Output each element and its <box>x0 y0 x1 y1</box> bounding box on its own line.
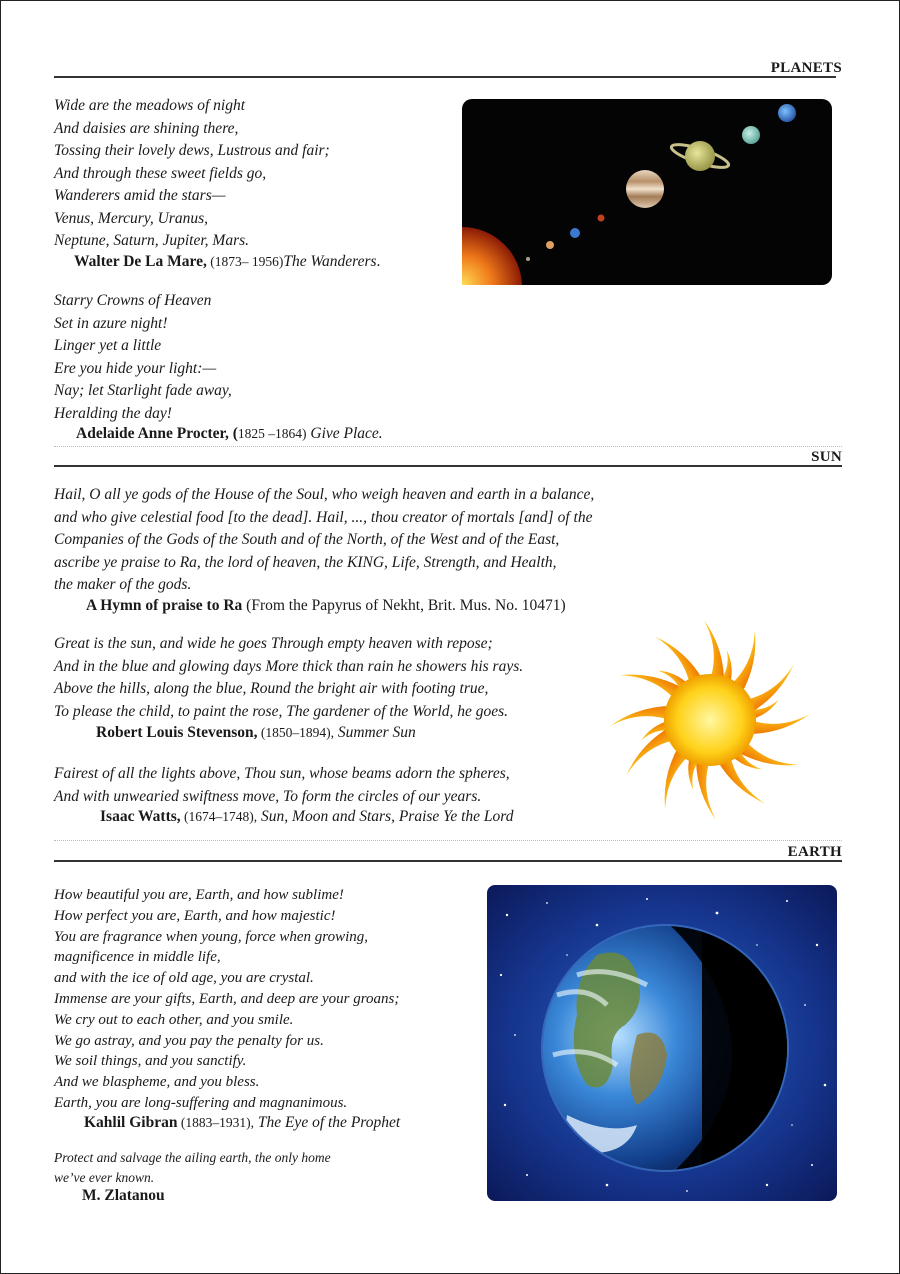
verse-line: the maker of the gods. <box>54 576 192 593</box>
earth-small-icon <box>570 228 580 238</box>
citation-procter <box>76 425 383 443</box>
author-name: Walter De La Mare, <box>74 253 207 270</box>
verse-line: Nay; let Starlight fade away, <box>54 382 232 399</box>
poem-wanderers <box>54 95 330 253</box>
section-rule-planets <box>54 76 836 78</box>
poem-procter <box>54 290 232 425</box>
section-heading-planets: PLANETS <box>770 60 842 76</box>
section-rule-earth <box>54 860 842 862</box>
work-title: Summer Sun <box>333 724 416 741</box>
citation-stevenson <box>96 724 416 742</box>
poem-gibran <box>54 885 399 1114</box>
verse-line: Above the hills, along the blue, Round the bright air with footing true, <box>54 680 489 697</box>
section-heading-earth: EARTH <box>787 844 842 860</box>
dotted-divider <box>54 446 842 447</box>
mercury-icon <box>526 257 530 261</box>
verse-line: Earth, you are long-suffering and magnanimous. <box>54 1094 348 1111</box>
author-name: Isaac Watts, <box>100 808 181 825</box>
verse-line: We soil things, and you sanctify. <box>54 1053 247 1070</box>
verse-line: Hail, O all ye gods of the House of the Soul, who weigh heaven and earth in a balance, <box>54 486 595 503</box>
verse-line: Venus, Mercury, Uranus, <box>54 209 208 227</box>
verse-line: Linger yet a little <box>54 337 162 354</box>
verse-line: And we blaspheme, and you bless. <box>54 1074 260 1091</box>
section-rule-sun <box>54 465 842 467</box>
author-name: M. Zlatanou <box>82 1187 165 1204</box>
verse-line: ascribe ye praise to Ra, the lord of heaven, the KING, Life, Strength, and Health, <box>54 553 557 571</box>
author-dates: (1883–1931), <box>177 1115 254 1130</box>
verse-line: Companies of the Gods of the South and of the North, of the West and of the East, <box>54 531 560 548</box>
verse-line: Protect and salvage the ailing earth, the only home <box>54 1150 331 1165</box>
poem-zlatanou <box>54 1148 331 1188</box>
citation-ra <box>86 597 566 615</box>
verse-line: Fairest of all the lights above, Thou sun, whose beams adorn the spheres, <box>54 765 510 782</box>
citation-gibran <box>84 1114 400 1132</box>
neptune-icon <box>778 104 796 122</box>
verse-line: Starry Crowns of Heaven <box>54 292 212 309</box>
verse-line: Tossing their lovely dews, Lustrous and fair; <box>54 142 330 159</box>
verse-line: How perfect you are, Earth, and how majestic! <box>54 907 336 924</box>
section-heading-sun: SUN <box>811 449 842 465</box>
verse-line: And with unwearied swiftness move, To form the circles of our years. <box>54 787 482 805</box>
verse-line: To please the child, to paint the rose, The gardener of the World, he goes. <box>54 702 509 720</box>
mars-icon <box>598 215 605 222</box>
verse-line: You are fragrance when young, force when growing, <box>54 928 369 945</box>
verse-line: Neptune, Saturn, Jupiter, Mars. <box>54 232 250 249</box>
earth-image <box>487 885 837 1201</box>
sun-image <box>598 615 823 825</box>
work-title: The Wanderers <box>283 253 377 270</box>
source-note: (From the Papyrus of Nekht, Brit. Mus. No. 10471) <box>242 597 566 614</box>
verse-line: magnificence in middle life, <box>54 949 221 966</box>
verse-line: Wanderers amid the stars— <box>54 187 226 204</box>
verse-line: Great is the sun, and wide he goes Through empty heaven with repose; <box>54 635 493 652</box>
solar-system-image <box>462 99 832 285</box>
verse-line: How beautiful you are, Earth, and how sublime! <box>54 887 344 903</box>
verse-line: and who give celestial food [to the dead]. Hail, ..., thou creator of mortals [and] of the <box>54 508 593 526</box>
verse-line: Wide are the meadows of night <box>54 97 246 114</box>
saturn-icon <box>685 141 715 171</box>
poem-stevenson <box>54 633 523 723</box>
verse-line: We go astray, and you pay the penalty for us. <box>54 1032 324 1049</box>
poem-watts <box>54 763 510 808</box>
verse-line: And daisies are shining there, <box>54 119 239 137</box>
work-title: Sun, Moon and Stars, Praise Ye the Lord <box>257 808 514 825</box>
citation-wanderers: Walter De La Mare, (1873– 1956)The Wanderers. <box>74 253 381 270</box>
uranus-icon <box>742 126 760 144</box>
author-dates: (1674–1748), <box>180 809 258 824</box>
author-dates: (1850–1894), <box>257 725 334 740</box>
verse-line: Heralding the day! <box>54 404 172 422</box>
author-dates: (1873– 1956) <box>206 254 284 269</box>
poem-ra <box>54 484 594 597</box>
author-name: Adelaide Anne Procter, ( <box>76 425 238 442</box>
verse-line: And through these sweet fields go, <box>54 164 267 182</box>
verse-line: we’ve ever known. <box>54 1170 155 1185</box>
work-title: The Eye of the Prophet <box>253 1114 401 1131</box>
work-title: Give Place. <box>306 425 383 442</box>
author-name: Kahlil Gibran <box>84 1114 178 1131</box>
verse-line: Immense are your gifts, Earth, and deep are your groans; <box>54 990 400 1007</box>
author-name: A Hymn of praise to Ra <box>86 597 243 614</box>
verse-line: and with the ice of old age, you are crystal. <box>54 970 314 987</box>
verse-line: Set in azure night! <box>54 314 168 332</box>
venus-icon <box>546 241 554 249</box>
verse-line: We cry out to each other, and you smile. <box>54 1011 294 1028</box>
author-dates: 1825 –1864) <box>237 426 307 441</box>
author-name: Robert Louis Stevenson, <box>96 724 258 741</box>
verse-line: Ere you hide your light:— <box>54 359 217 377</box>
jupiter-icon <box>626 170 664 208</box>
citation-zlatanou <box>82 1187 165 1205</box>
dotted-divider <box>54 840 842 841</box>
verse-line: And in the blue and glowing days More thick than rain he showers his rays. <box>54 657 524 675</box>
citation-watts <box>100 808 514 826</box>
